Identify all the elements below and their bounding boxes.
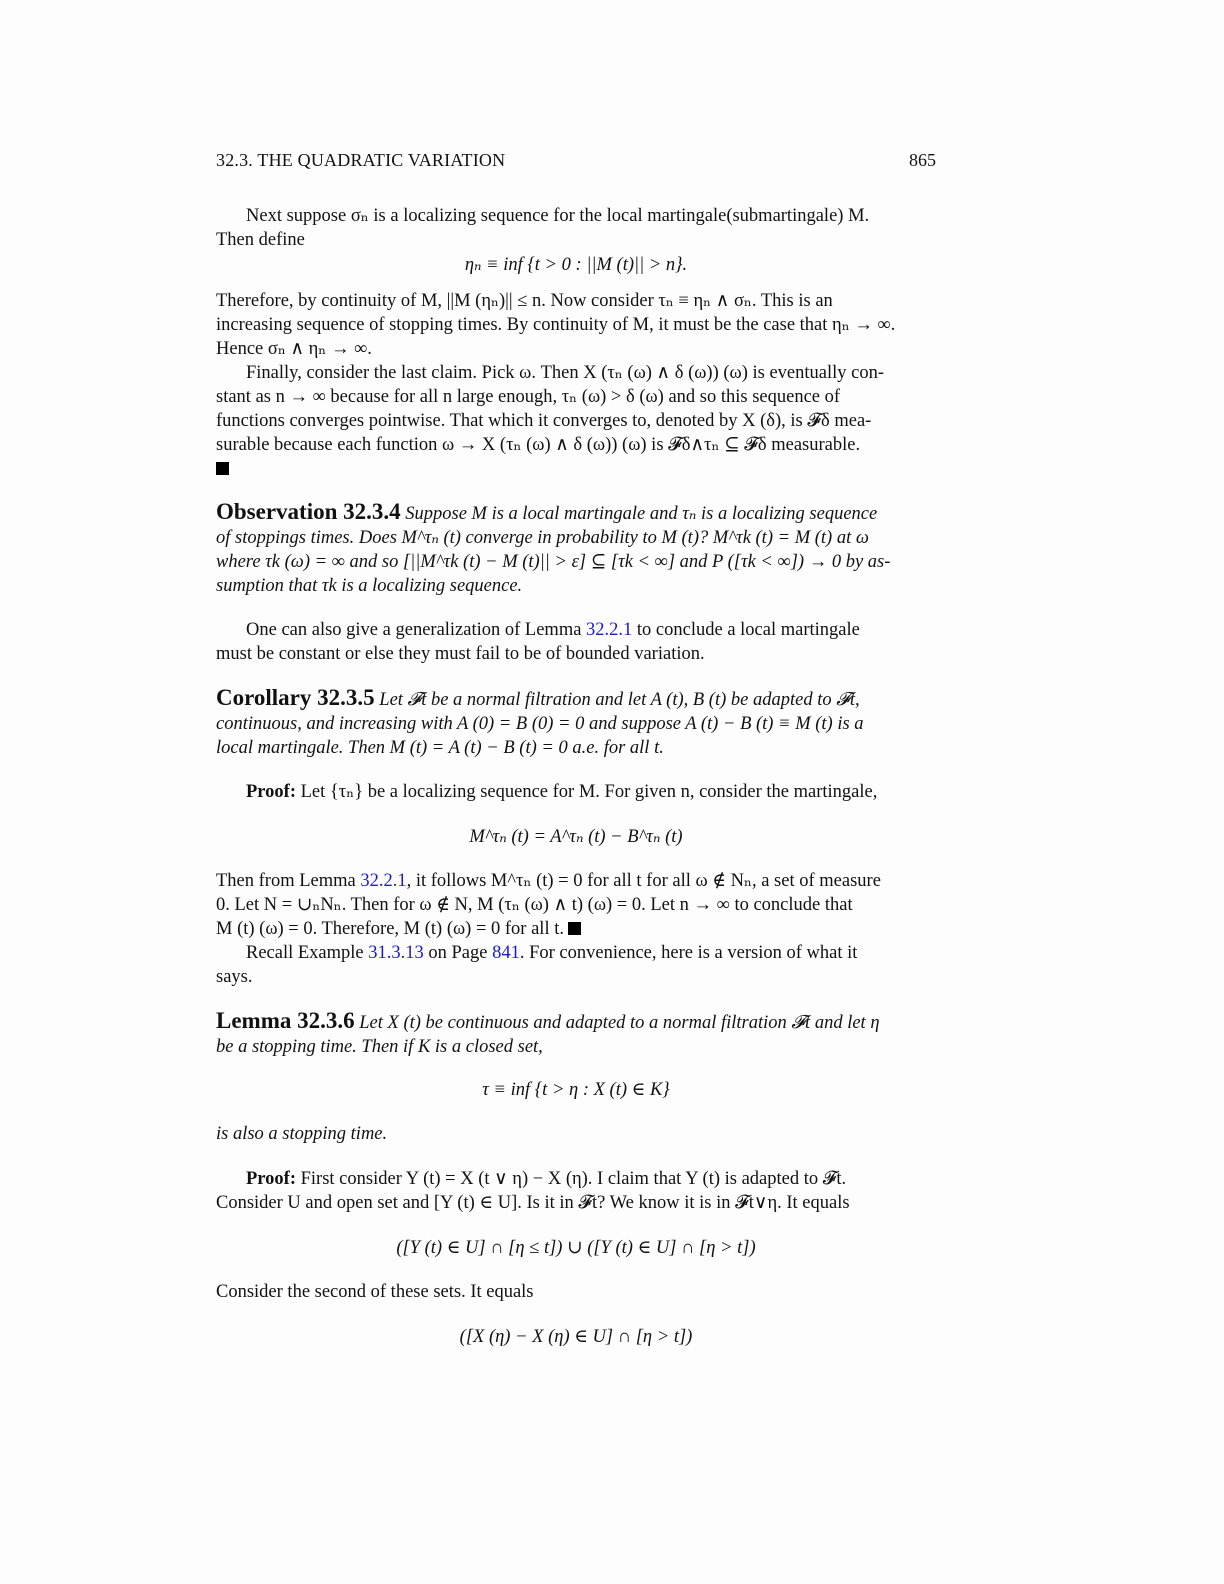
proof-label: Proof:	[246, 782, 296, 802]
corollary-label: Corollary 32.3.5	[216, 685, 375, 710]
text-line: sumption that τk is a localizing sequence.	[216, 576, 523, 596]
text-line: Suppose M is a local martingale and τₙ is a localizing sequence	[405, 504, 878, 524]
text-span: to conclude a local martingale	[632, 620, 860, 640]
page-number: 865	[909, 150, 936, 170]
equation-second-set: ([X (η) − X (η) ∈ U] ∩ [η > t])	[459, 1327, 693, 1347]
paragraph-last-claim	[216, 361, 936, 475]
text-line: Hence σₙ ∧ ηₙ → ∞.	[216, 339, 372, 359]
text-line: continuous, and increasing with A (0) = B (0) = 0 and suppose A (t) − B (t) ≡ M (t) is a	[216, 714, 864, 734]
page-link[interactable]: 841	[492, 943, 520, 963]
text-line: functions converges pointwise. That which it converges to, denoted by X (δ), is 𝓕δ mea-	[216, 411, 872, 431]
text-line: Consider U and open set and [Y (t) ∈ U]. Is it in 𝓕t? We know it is in 𝓕t∨η. It equals	[216, 1193, 850, 1213]
lemma-label: Lemma 32.3.6	[216, 1008, 355, 1033]
text-second-set: Consider the second of these sets. It equals	[216, 1282, 534, 1302]
paragraph-generalization	[216, 618, 936, 666]
text-span: First consider Y (t) = X (t ∨ η) − X (η). I claim that Y (t) is adapted to 𝓕t.	[300, 1169, 847, 1189]
running-header	[216, 148, 936, 172]
text-line: surable because each function ω → X (τₙ (ω) ∧ δ (ω)) (ω) is 𝓕δ∧τₙ ⊆ 𝓕δ measurable.	[216, 435, 861, 455]
qed-symbol	[568, 922, 581, 935]
observation-block	[216, 500, 936, 598]
text-line: increasing sequence of stopping times. By continuity of M, it must be the case that ηₙ → ∞.	[216, 315, 896, 335]
text-span: One can also give a generalization of Lemma	[246, 620, 587, 640]
text-line: Next suppose σₙ is a localizing sequence for the local martingale(submartingale) M.	[246, 206, 870, 226]
lemma-block	[216, 1009, 936, 1059]
text-line: Let 𝓕t be a normal filtration and let A (t), B (t) be adapted to 𝓕t,	[379, 690, 860, 710]
text-line: Finally, consider the last claim. Pick ω. Then X (τₙ (ω) ∧ δ (ω)) (ω) is eventually con-	[246, 363, 884, 383]
equation-tau: τ ≡ inf {t > η : X (t) ∈ K}	[482, 1080, 670, 1100]
lemma-link[interactable]: 32.2.1	[586, 620, 633, 640]
section-title: 32.3. THE QUADRATIC VARIATION	[216, 150, 506, 170]
text-line: says.	[216, 967, 253, 987]
text-span: Recall Example	[246, 943, 369, 963]
corollary-block	[216, 686, 936, 760]
paragraph-continuity	[216, 289, 936, 361]
text-line: Then define	[216, 230, 305, 250]
proof-corollary	[216, 780, 936, 804]
text-line: where τk (ω) = ∞ and so [||M^τk (t) − M (t)|| > ε] ⊆ [τk < ∞] and P ([τk < ∞]) → 0 by as-	[216, 552, 891, 572]
text-span: , it follows M^τₙ (t) = 0 for all t for all ω ∉ Nₙ, a set of measure	[406, 871, 881, 891]
text-line: stant as n → ∞ because for all n large enough, τₙ (ω) > δ (ω) and so this sequence of	[216, 387, 841, 407]
text-line: be a stopping time. Then if K is a closed set,	[216, 1037, 543, 1057]
text-span: M (t) (ω) = 0. Therefore, M (t) (ω) = 0 for all t.	[216, 919, 564, 939]
text-line: 0. Let N = ∪ₙNₙ. Then for ω ∉ N, M (τₙ (ω) ∧ t) (ω) = 0. Let n → ∞ to conclude that	[216, 895, 853, 915]
qed-symbol	[216, 462, 229, 475]
text-span: . For convenience, here is a version of what it	[519, 943, 858, 963]
equation-stopped-martingale: M^τₙ (t) = A^τₙ (t) − B^τₙ (t)	[469, 827, 683, 847]
lemma-link[interactable]: 32.2.1	[360, 871, 407, 891]
text-line: Therefore, by continuity of M, ||M (ηₙ)|| ≤ n. Now consider τₙ ≡ ηₙ ∧ σₙ. This is an	[216, 291, 833, 311]
text-span: Let {τₙ} be a localizing sequence for M. For given n, consider the martingale,	[300, 782, 878, 802]
text-span: on Page	[423, 943, 493, 963]
equation-union: ([Y (t) ∈ U] ∩ [η ≤ t]) ∪ ([Y (t) ∈ U] ∩ [η > t])	[396, 1238, 756, 1258]
text-line: Let X (t) be continuous and adapted to a normal filtration 𝓕t and let η	[359, 1013, 880, 1033]
text-line: local martingale. Then M (t) = A (t) − B (t) = 0 a.e. for all t.	[216, 738, 664, 758]
observation-label: Observation 32.3.4	[216, 499, 401, 524]
proof-lemma	[216, 1167, 936, 1215]
text-line: of stoppings times. Does M^τₙ (t) converge in probability to M (t)? M^τk (t) = M (t) at ω	[216, 528, 869, 548]
lemma-conclusion: is also a stopping time.	[216, 1124, 388, 1144]
paragraph-localizing	[216, 204, 936, 252]
paragraph-recall	[216, 941, 936, 989]
proof-corollary-continued	[216, 869, 936, 941]
example-link[interactable]: 31.3.13	[368, 943, 424, 963]
text-line: must be constant or else they must fail to be of bounded variation.	[216, 644, 705, 664]
text-span: Then from Lemma	[216, 871, 361, 891]
proof-label: Proof:	[246, 1169, 296, 1189]
equation-eta: ηₙ ≡ inf {t > 0 : ||M (t)|| > n}.	[464, 255, 688, 275]
